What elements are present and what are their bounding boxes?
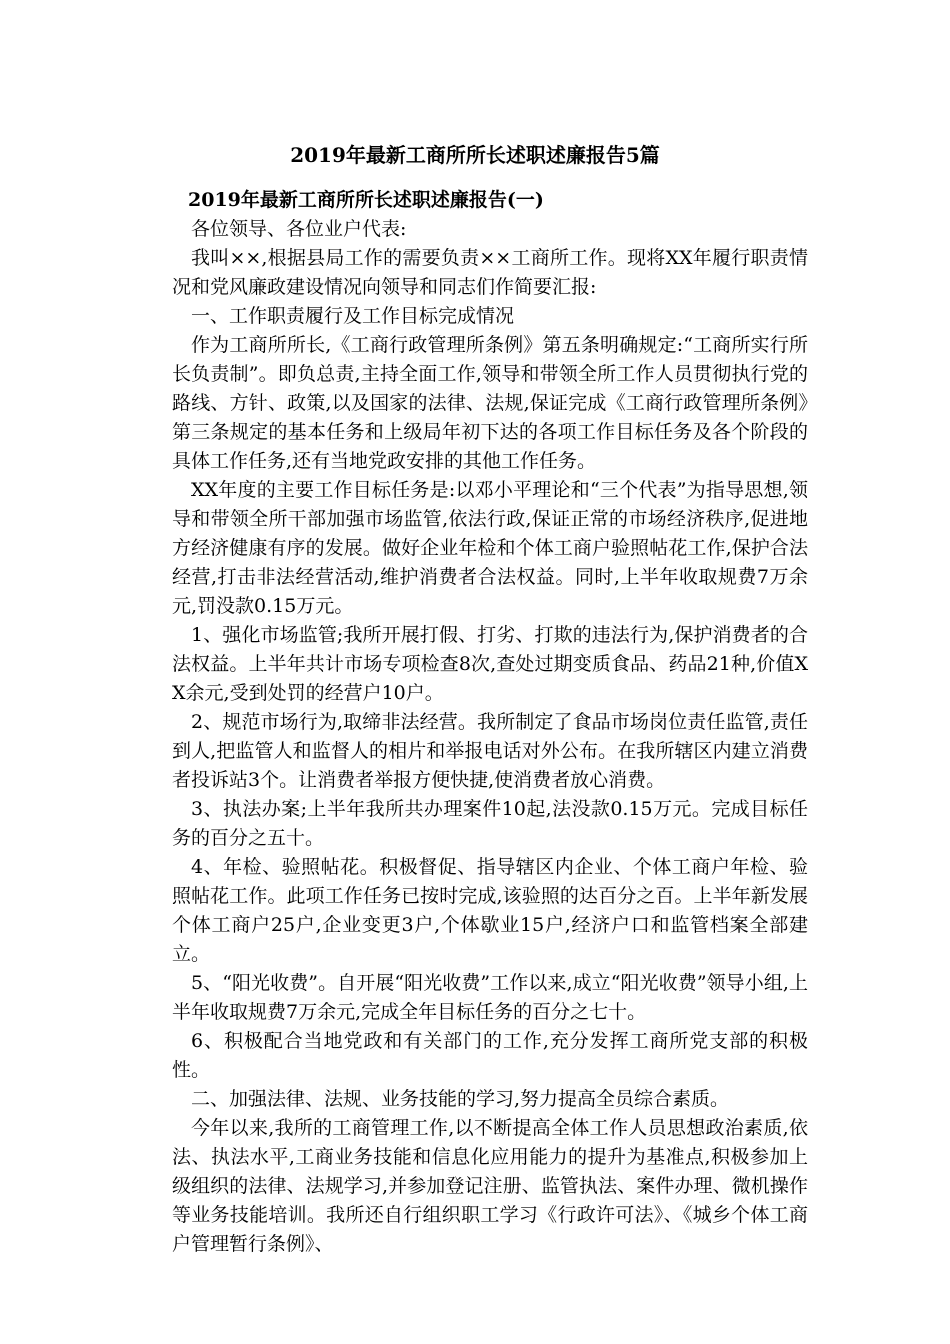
document-title: 2019年最新工商所所长述职述廉报告5篇 <box>290 143 660 167</box>
paragraph-duties: 作为工商所所长,《工商行政管理所条例》第五条明确规定:“工商所实行所长负责制”。即负总责,主持全面工作,领导和带领全所工作人员贯彻执行党的路线、方针、政策,以及国家的法律、法规,保证完成《工商行政管理所条例》第三条规定的基本任务和上级局年初下达的各项工作目标任务及各个阶段的具体工作任务,还有当地党政安排的其他工作任务。 <box>172 334 808 472</box>
paragraph-salutation: 各位领导、各位业户代表: <box>191 218 407 240</box>
heading-section-1: 一、工作职责履行及工作目标完成情况 <box>191 305 515 327</box>
paragraph-item-2: 2、规范市场行为,取缔非法经营。我所制定了食品市场岗位责任监管,责任到人,把监管人和监督人的相片和举报电话对外公布。在我所辖区内建立消费者投诉站3个。让消费者举报方便快捷,使消费者放心消费。 <box>172 711 808 791</box>
paragraph-item-1: 1、强化市场监管;我所开展打假、打劣、打欺的违法行为,保护消费者的合法权益。上半年共计市场专项检查8次,查处过期变质食品、药品21种,价值XX余元,受到处罚的经营户10户。 <box>172 624 808 704</box>
heading-section-2: 二、加强法律、法规、业务技能的学习,努力提高全员综合素质。 <box>191 1088 730 1110</box>
document-body <box>172 186 808 1259</box>
paragraph-intro: 我叫××,根据县局工作的需要负责××工商所工作。现将XX年履行职责情况和党风廉政建设情况向领导和同志们作简要汇报: <box>172 247 808 298</box>
paragraph-item-6: 6、积极配合当地党政和有关部门的工作,充分发挥工商所党支部的积极性。 <box>172 1030 808 1081</box>
paragraph-item-3: 3、执法办案;上半年我所共办理案件10起,法没款0.15万元。完成目标任务的百分之五十。 <box>172 798 808 849</box>
paragraph-item-4: 4、年检、验照帖花。积极督促、指导辖区内企业、个体工商户年检、验照帖花工作。此项工作任务已按时完成,该验照的达百分之百。上半年新发展个体工商户25户,企业变更3户,个体歇业15户,经济户口和监管档案全部建立。 <box>172 856 808 965</box>
paragraph-annual-goals: XX年度的主要工作目标任务是:以邓小平理论和“三个代表”为指导思想,领导和带领全所干部加强市场监管,依法行政,保证正常的市场经济秩序,促进地方经济健康有序的发展。做好企业年检和个体工商户验照帖花工作,保护合法经营,打击非法经营活动,维护消费者合法权益。同时,上半年收取规费7万余元,罚没款0.15万元。 <box>172 479 808 617</box>
paragraph-study: 今年以来,我所的工商管理工作,以不断提高全体工作人员思想政治素质,依法、执法水平,工商业务技能和信息化应用能力的提升为基准点,积极参加上级组织的法律、法规学习,并参加登记注册、监管执法、案件办理、微机操作等业务技能培训。我所还自行组织职工学习《行政许可法》、《城乡个体工商户管理暂行条例》、 <box>172 1117 808 1255</box>
paragraph-item-5: 5、“阳光收费”。自开展“阳光收费”工作以来,成立“阳光收费”领导小组,上半年收取规费7万余元,完成全年目标任务的百分之七十。 <box>172 972 808 1023</box>
section-title: 2019年最新工商所所长述职述廉报告(一) <box>188 189 544 211</box>
